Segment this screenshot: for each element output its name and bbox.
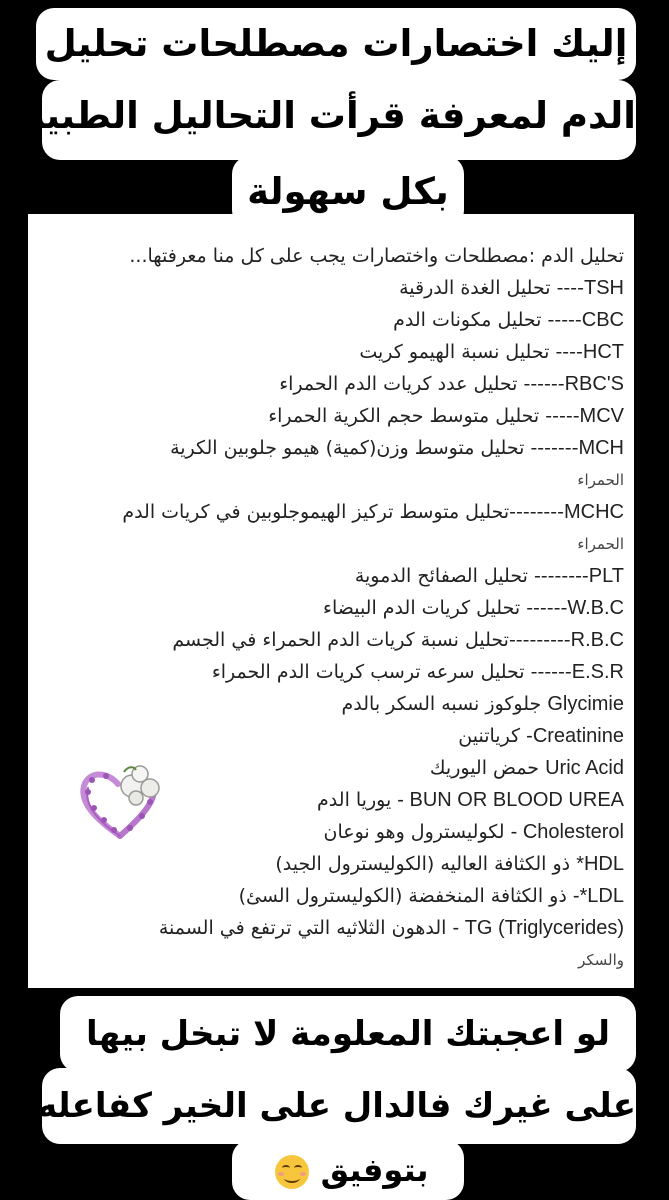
footer-line-2-text: على غيرك فالدال على الخير كفاعله <box>37 1086 636 1126</box>
term-continuation: الحمراء <box>577 471 624 489</box>
header-line-2-text: الدم لمعرفة قرأت التحاليل الطبية <box>23 94 636 137</box>
term-code: CBC <box>581 309 624 331</box>
term-row <box>34 592 624 624</box>
term-row <box>34 336 624 368</box>
term-sep: ----- <box>545 405 580 427</box>
term-desc: تحليل متوسط تركيز الهيموجلوبين في كريات الدم <box>122 501 510 523</box>
term-code: Glycimie <box>547 693 624 715</box>
term-desc: ذو الكثافة العاليه (الكوليسترول الجيد) <box>275 853 571 875</box>
term-row <box>34 880 624 912</box>
term-row <box>34 368 624 400</box>
term-code: R.B.C <box>570 629 624 651</box>
term-row <box>34 304 624 336</box>
term-desc: تحليل عدد كريات الدم الحمراء <box>279 373 518 395</box>
footer-line-2 <box>37 1068 636 1144</box>
term-desc: تحليل متوسط حجم الكرية الحمراء <box>268 405 540 427</box>
term-code: HDL* <box>576 853 624 875</box>
term-desc: الدهون الثلاثيه التي ترتفع في السمنة <box>158 917 447 939</box>
footer-line-1-text: لو اعجبتك المعلومة لا تبخل بيها <box>85 1014 610 1054</box>
header-line-1 <box>36 8 636 80</box>
term-sep: ---- <box>556 277 584 299</box>
term-row <box>34 688 624 720</box>
term-desc: كرياتنين <box>458 725 521 747</box>
term-code: RBC'S <box>564 373 624 395</box>
term-row <box>34 560 624 592</box>
term-desc: حمض اليوريك <box>429 757 540 779</box>
term-desc: تحليل الصفائح الدموية <box>354 565 528 587</box>
term-sep: ------- <box>530 437 579 459</box>
footer-line-3-text: بتوفيق <box>320 1151 429 1189</box>
term-desc: لكوليسترول وهو نوعان <box>323 821 505 843</box>
term-row <box>34 400 624 432</box>
term-desc: ذو الكثافة المنخفضة (الكوليسترول السئ) <box>238 885 567 907</box>
term-desc: تحليل مكونات الدم <box>393 309 542 331</box>
term-code: Creatinine- <box>526 725 624 747</box>
term-code: MCV <box>579 405 624 427</box>
term-desc: جلوكوز نسبه السكر بالدم <box>341 693 542 715</box>
term-row <box>34 432 624 464</box>
header-line-2 <box>23 80 636 160</box>
term-code: MCH <box>578 437 624 459</box>
term-desc: تحليل سرعه ترسب كريات الدم الحمراء <box>211 661 525 683</box>
footer-line-1 <box>60 996 636 1072</box>
term-desc: تحليل الغدة الدرقية <box>399 277 551 299</box>
term-sep: --------- <box>508 629 571 651</box>
term-desc: تحليل متوسط وزن(كمية) هيمو جلوبين الكرية <box>170 437 525 459</box>
term-row <box>34 720 624 752</box>
term-desc: تحليل نسبة الهيمو كريت <box>359 341 550 363</box>
term-sep: ---- <box>555 341 583 363</box>
terms-panel <box>28 214 634 988</box>
term-sep: ------ <box>526 597 568 619</box>
header-line-3-text: بكل سهولة <box>247 170 449 213</box>
term-code: W.B.C <box>567 597 624 619</box>
term-code: TSH <box>584 277 624 299</box>
heart-wreath-icon <box>74 762 166 842</box>
term-continuation: والسكر <box>578 951 624 969</box>
term-row <box>34 272 624 304</box>
term-code: HCT <box>582 341 624 363</box>
term-code: TG (Triglycerides) - <box>452 917 624 939</box>
smiling-face-icon <box>275 1155 309 1189</box>
term-sep: ------ <box>523 373 565 395</box>
intro-text: تحليل الدم :مصطلحات واختصارات يجب على كل منا معرفتها... <box>129 245 624 267</box>
term-sep: ------ <box>530 661 572 683</box>
term-row <box>34 496 624 528</box>
term-sep: -------- <box>533 565 589 587</box>
term-row <box>34 912 624 944</box>
term-desc: تحليل كريات الدم البيضاء <box>323 597 521 619</box>
header-line-1-text: إليك اختصارات مصطلحات تحليل <box>44 22 628 65</box>
term-row <box>34 624 624 656</box>
term-code: LDL*- <box>572 885 624 907</box>
term-code: MCHC <box>564 501 624 523</box>
term-code: PLT <box>588 565 624 587</box>
term-sep: -------- <box>509 501 564 523</box>
term-code: Cholesterol - <box>510 821 624 843</box>
term-code: E.S.R <box>571 661 624 683</box>
term-code: Uric Acid <box>545 757 624 779</box>
footer-line-3 <box>232 1140 464 1200</box>
term-desc: يوريا الدم <box>317 789 392 811</box>
term-continuation: الحمراء <box>577 535 624 553</box>
term-row <box>34 656 624 688</box>
term-sep: ----- <box>547 309 582 331</box>
term-code: BUN OR BLOOD UREA - <box>397 789 624 811</box>
term-row <box>34 848 624 880</box>
term-desc: تحليل نسبة كريات الدم الحمراء في الجسم <box>172 629 509 651</box>
footer-line-3-wrap <box>232 1140 464 1200</box>
